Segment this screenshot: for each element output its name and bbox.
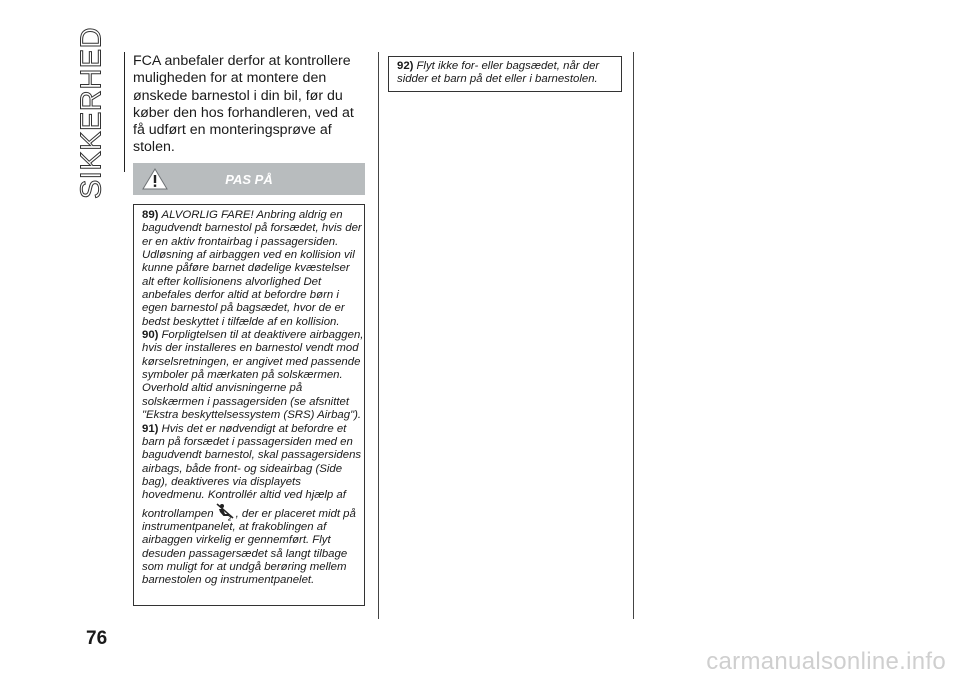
warning-item-91 xyxy=(142,423,364,588)
warning-item-text: ALVORLIG FARE! Anbring aldrig en bagudvendt barnestol på forsædet, hvis der er en aktiv frontairbag i passagersiden. Udløsning af airbaggen ved en kollision vil kunne påføre barnet dødelige kvæstelser alt efter kollisionens alvorlighed Det anbefales derfor altid at befordre børn i egen barnestol på bagsædet, hvor de er bedst beskyttet i tilfælde af en kollision. xyxy=(142,209,362,328)
warning-box xyxy=(133,204,365,606)
warning-header xyxy=(133,163,365,195)
note-item-text: Flyt ikke for- eller bagsædet, når der sidder et barn på det eller i barnestolen. xyxy=(397,60,600,86)
warning-item-89 xyxy=(142,209,364,329)
section-title-label: SIKKERHED xyxy=(75,26,108,200)
note-text-block xyxy=(397,60,619,87)
section-title-divider xyxy=(124,52,125,172)
passenger-airbag-off-icon xyxy=(216,503,234,521)
note-item-92 xyxy=(397,60,619,87)
note-item-number: 92) xyxy=(397,60,414,72)
page-number: 76 xyxy=(86,628,108,649)
warning-items xyxy=(142,209,364,588)
warning-item-text: Hvis det er nødvendigt at befordre et barn på forsædet i passagersiden med en bagudvendt barnestol, skal passagersidens airbags, både front- og sideairbag (Side bag), deaktiveres via displayets hovedmenu. Kontrollér altid ved hjælp af kontrollampen xyxy=(142,422,362,520)
column-divider xyxy=(633,52,634,619)
warning-item-number: 91) xyxy=(142,422,159,435)
intro-paragraph: FCA anbefaler derfor at kontrollere muligheden for at montere den ønskede barnestol i din bil, før du køber den hos forhandleren, ved at få udført en monteringsprøve af stolen. xyxy=(133,53,354,156)
watermark: carmanualsonline.info xyxy=(706,648,946,675)
column-divider xyxy=(378,52,379,619)
warning-title: PAS PÅ xyxy=(225,172,273,187)
warning-item-text: Forpligtelsen til at deaktivere airbaggen, hvis der installeres en barnestol vendt mod kørselsretningen, er angivet med passende symboler på mærkaten på solskærmen. Overhold altid anvisningerne på solskærmen i passagersiden (se afsnittet "Ekstra beskyttelsessystem (SRS) Airbag"). xyxy=(142,329,364,422)
note-box xyxy=(388,56,622,92)
warning-item-text-cont: , der er placeret midt på instrumentpanelet, at frakoblingen af airbaggen virkelig er gennemført. Flyt desuden passagersædet så langt tilbage som muligt for at undgå berøring mellem barnestolen og instrumentpanelet. xyxy=(142,507,356,587)
svg-text:2: 2 xyxy=(227,516,231,521)
section-title xyxy=(62,26,122,200)
warning-item-number: 89) xyxy=(142,209,159,221)
warning-item-number: 90) xyxy=(142,329,159,342)
warning-item-90 xyxy=(142,329,364,422)
